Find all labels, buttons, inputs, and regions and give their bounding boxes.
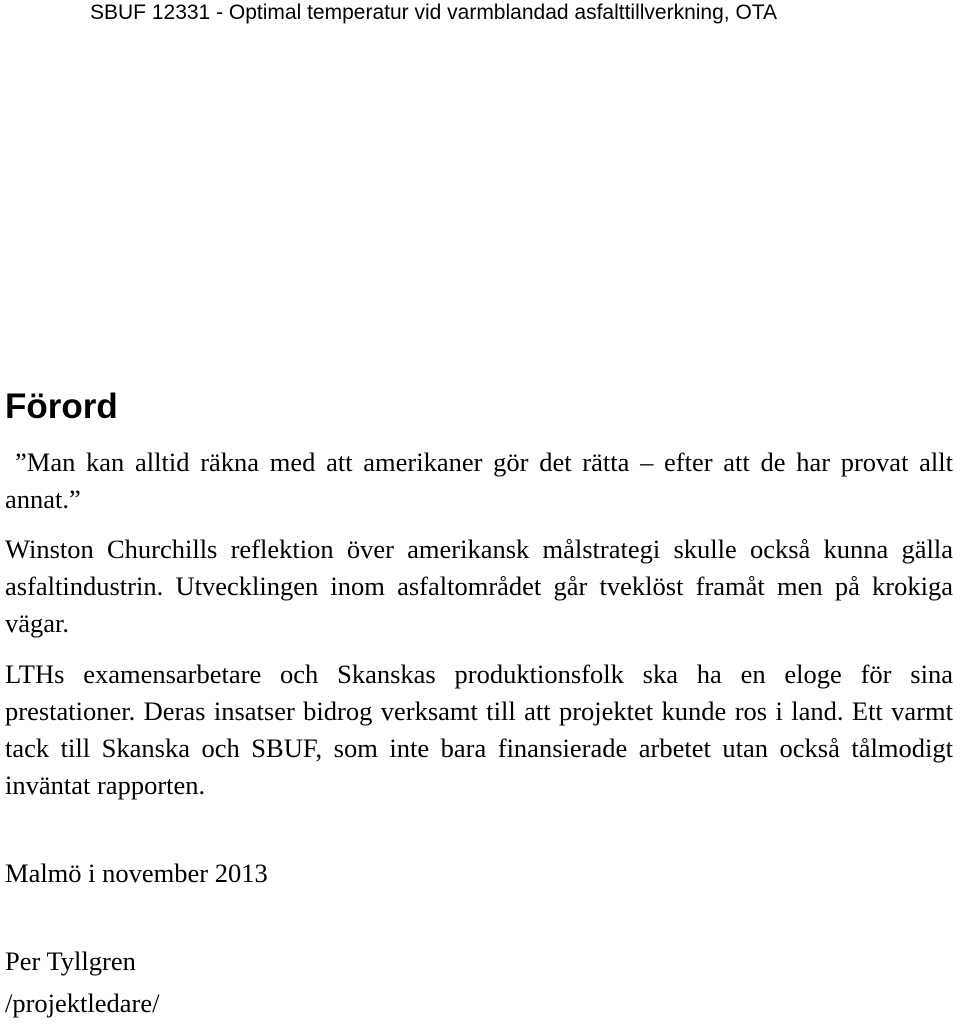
paragraph-acknowledgements: LTHs examensarbetare och Skanskas produktionsfolk ska ha en eloge för sina prestationer. Deras insatser bidrog verksamt till att projektet kunde ros i land. Ett varmt tack till Skanska och SBUF, som inte bara finansierade arbetet utan också tålmodigt inväntat rapporten. xyxy=(5,659,953,800)
running-header: SBUF 12331 - Optimal temperatur vid varmblandad asfalttillverkning, OTA xyxy=(90,1,778,24)
place-and-date: Malmö i november 2013 xyxy=(5,858,268,888)
author-role: /projektledare/ xyxy=(5,988,160,1018)
paragraph-churchill-reflection: Winston Churchills reflektion över amerikansk målstrategi skulle också kunna gälla asfaltindustrin. Utvecklingen inom asfaltområdet går tveklöst framåt men på krokiga vägar. xyxy=(5,534,953,638)
author-name: Per Tyllgren xyxy=(5,946,136,976)
section-title: Förord xyxy=(5,387,118,426)
churchill-quote: ”Man kan alltid räkna med att amerikaner gör det rätta – efter att de har provat allt annat.” xyxy=(5,447,953,514)
